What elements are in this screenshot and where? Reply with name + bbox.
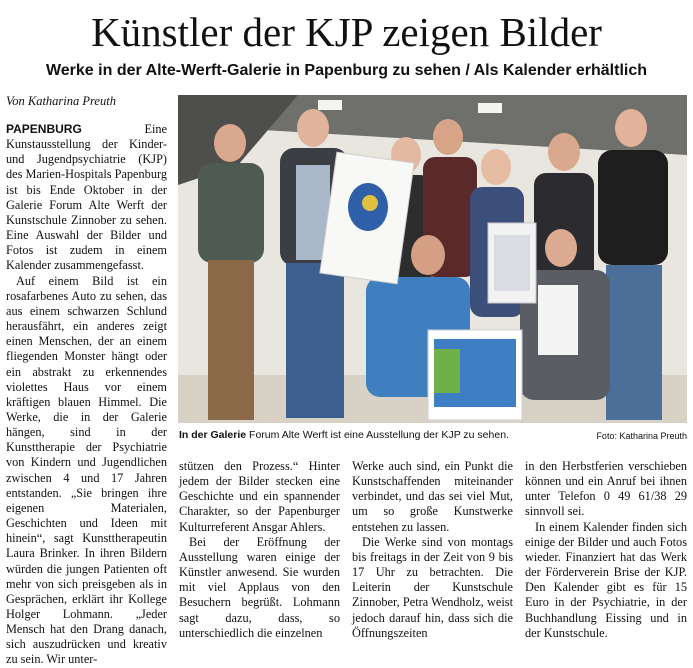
byline: Von Katharina Preuth: [6, 94, 116, 108]
paragraph-4: Bei der Eröffnung der Ausstellung waren einige der Künstler anwesend. Sie wurden mit viel Applaus von den Besuchern begrüßt. Lohmann sagt dazu, dass, so unterschiedlich die einzelnen: [179, 534, 340, 640]
headline: Künstler der KJP zeigen Bilder: [91, 9, 602, 55]
caption-lead: In der Galerie: [179, 429, 247, 441]
paragraph-2: Auf einem Bild ist ein rosafarbenes Auto zu sehen, das aus einem schwarzen Schlund herausfährt, ein anderes zeigt einen Menschen, der an einem fliegenden Monster hängt oder ein abstrakt zu erkennendes violettes Haus vor einem kräftigen blauen Himmel. Die Werke, die in der Galerie hängen, sind in der Kunsttherapie der Psychiatrie von Kindern und Jugendlichen zwischen 4 und 17 Jahren entstanden. „Sie bringen ihre eigenen Materialen, Geschichten und Ideen mit hinein“, sagt Kunsttherapeutin Laura Brinker. In ihren Bildern würden die jungen Patienten oft mehr von sich preisgeben als in Gesprächen, erklärt ihr Kollege Holger Lohmann. „Jeder Mensch hat den Drang danach, sich auszudrücken und kreativ zu sein. Wir unter-: [6, 273, 167, 667]
photo-caption: [179, 428, 687, 444]
article-column-2: [179, 459, 340, 639]
paragraph-7: in den Herbstferien verschieben können und ein Anruf bei ihnen unter Telefon 0 49 61/38 29 sinnvoll sei.: [525, 459, 687, 519]
article-column-3: [352, 459, 513, 639]
gallery-photo-illustration: [178, 95, 687, 423]
paragraph-1: [6, 122, 167, 274]
artwork-left: [320, 152, 414, 284]
subheadline: Werke in der Alte-Werft-Galerie in Papenburg zu sehen / Als Kalender erhältlich: [45, 62, 648, 79]
paragraph-6: Die Werke sind von montags bis freitags in der Zeit von 9 bis 17 Uhr zu betrachten. Die Leiterin der Kunstschule Zinnober, Petra Wendholz, weist jedoch darauf hin, dass sich die Öffnungszeiten: [352, 534, 513, 640]
photo-credit: Foto: Katharina Preuth: [596, 431, 687, 441]
artwork-right: [488, 223, 536, 303]
paragraph-5: Werke auch sind, ein Punkt die Kunstschaffenden miteinander verbindet, und das sei viel Mut, um so große Kunstwerke entstehen zu lassen.: [352, 459, 513, 534]
article-photo: [178, 95, 687, 423]
paragraph-1-text: Eine Kunstausstellung der Kinder- und Jugendpsychiatrie (KJP) des Marien-Hospitals Papenburg ist bis Ende Oktober in der Galerie Forum Alte Werft der Kunstschule Zinnober zu sehen. Eine Auswahl der Bilder und Fotos ist zudem in einem Kalender zusammengefasst.: [6, 122, 167, 273]
paragraph-3: stützen den Prozess.“ Hinter jedem der Bilder stecken eine Geschichte und ein spannender Charakter, so der Papenburger Kulturreferent Ansgar Ahlers.: [179, 459, 340, 534]
article-column-4: [525, 459, 687, 639]
article-column-1: [6, 122, 167, 667]
artwork-center: [428, 330, 522, 420]
caption-text: Forum Alte Werft ist eine Ausstellung der KJP zu sehen.: [246, 429, 509, 441]
dateline: PAPENBURG: [6, 122, 82, 136]
paragraph-8: In einem Kalender finden sich einige der Bilder und auch Fotos wieder. Finanziert hat das Werk der Förderverein Brise der KJP. Den Kalender gibt es für 15 Euro in der Psychiatrie, in der Buchhandlung Eissing und in der Kunstschule.: [525, 519, 687, 640]
